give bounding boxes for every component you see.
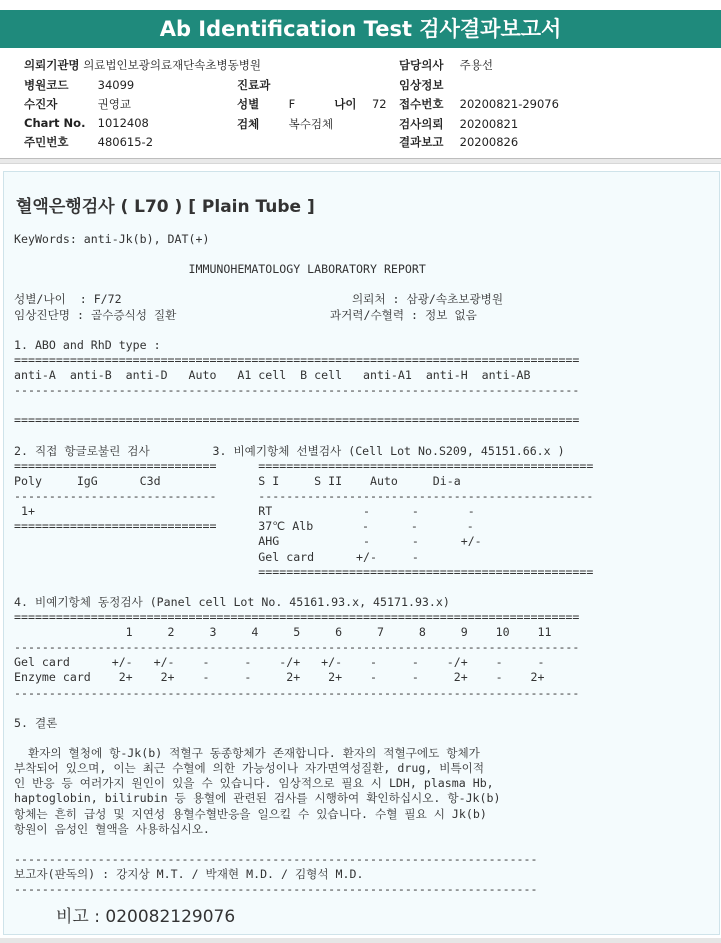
report-title-banner: Ab Identification Test 검사결과보고서 bbox=[0, 10, 721, 48]
section-title: 혈액은행검사 ( L70 ) [ Plain Tube ] bbox=[16, 197, 315, 217]
patient-value: 권영교 bbox=[97, 97, 131, 111]
patient-label: 수진자 bbox=[24, 97, 58, 111]
report-line: --------------------------------------------------------------------------------- bbox=[14, 685, 580, 700]
bottom-bar bbox=[0, 938, 721, 943]
institution-value: 의료법인보광의료재단속초병동병원 bbox=[83, 58, 261, 72]
specimen-row bbox=[237, 116, 333, 132]
chart-value: 1012408 bbox=[97, 116, 149, 130]
report-line: ================================================ bbox=[14, 564, 594, 579]
chart-label: Chart No. bbox=[24, 116, 86, 130]
report-date-value: 20200826 bbox=[459, 135, 519, 149]
institution-label: 의뢰기관명 bbox=[24, 58, 80, 72]
sex-label: 성별 bbox=[237, 97, 260, 111]
report-line: Gel card +/- +/- - - -/+ +/- - - -/+ - - bbox=[14, 655, 545, 670]
sex-value: F bbox=[288, 97, 296, 111]
age-value: 72 bbox=[371, 97, 387, 111]
clinical-row bbox=[399, 77, 460, 93]
report-date-label: 결과보고 bbox=[399, 135, 444, 149]
receipt-label: 접수번호 bbox=[399, 97, 444, 111]
patient-row bbox=[24, 96, 131, 112]
dept-row bbox=[237, 77, 274, 93]
report-line: Enzyme card 2+ 2+ - - 2+ 2+ - - 2+ - 2+ bbox=[14, 670, 545, 685]
report-line: 항원이 음성인 혈액을 사용하십시오. bbox=[14, 821, 210, 836]
resident-value: 480615-2 bbox=[97, 135, 154, 149]
report-line: 1. ABO and RhD type : bbox=[14, 337, 161, 352]
report-line: AHG - - +/- bbox=[14, 534, 482, 549]
report-line: 2. 직접 항글로불린 검사 3. 비예기항체 선별검사 (Cell Lot No.S209, 45151.66.x ) bbox=[14, 443, 565, 458]
report-line: anti-A anti-B anti-D Auto A1 cell B cell anti-A1 anti-H anti-AB bbox=[14, 368, 531, 383]
report-line: haptoglobin, bilirubin 등 용혈에 관련된 검사를 시행하여 확인하십시오. 항-Jk(b) bbox=[14, 791, 501, 806]
report-line: 보고자(판독의) : 강지상 M.T. / 박재현 M.D. / 김형석 M.D. bbox=[14, 867, 364, 882]
report-line: --------------------------------------------------------------------------------- bbox=[14, 383, 580, 398]
hospital-code-row bbox=[24, 77, 134, 93]
hospital-code-label: 병원코드 bbox=[24, 78, 69, 92]
chart-row bbox=[24, 116, 149, 130]
request-value: 20200821 bbox=[459, 117, 519, 131]
report-line: 인 반응 등 여러가지 원인이 있을 수 있습니다. 임상적으로 필요 시 LDH, plasma Hb, bbox=[14, 776, 494, 791]
resident-row bbox=[24, 134, 153, 150]
report-line: 임상진단명 : 골수증식성 질환 과거력/수혈력 : 정보 없음 bbox=[14, 307, 477, 322]
report-line: ================================================================================= bbox=[14, 413, 580, 428]
specimen-label: 검체 bbox=[237, 117, 260, 131]
report-line: 환자의 혈청에 항-Jk(b) 적혈구 동종항체가 존재합니다. 환자의 적혈구에도 항체가 bbox=[14, 746, 480, 761]
report-line: ============================= 37℃ Alb - - - bbox=[14, 519, 474, 534]
institution-row bbox=[24, 57, 261, 73]
report-line: 1+ RT - - - bbox=[14, 504, 475, 519]
report-line: 5. 결론 bbox=[14, 715, 58, 730]
report-line: Gel card +/- - bbox=[14, 549, 419, 564]
specimen-value: 복수검체 bbox=[288, 117, 334, 131]
report-line: --------------------------------------------------------------------------- bbox=[14, 851, 538, 866]
doctor-value: 주용선 bbox=[459, 58, 493, 72]
report-line: 항체는 흔히 급성 및 지연성 용혈수혈반응을 일으킬 수 있습니다. 수혈 필요 시 Jk(b) bbox=[14, 806, 487, 821]
header-separator bbox=[0, 158, 721, 164]
report-line: ----------------------------- ------------------------------------------------ bbox=[14, 489, 594, 504]
report-line: KeyWords: anti-Jk(b), DAT(+) bbox=[14, 232, 210, 246]
report-date-row bbox=[399, 134, 518, 150]
report-line: IMMUNOHEMATOLOGY LABORATORY REPORT bbox=[14, 262, 426, 277]
request-label: 검사의뢰 bbox=[399, 117, 444, 131]
report-line: 부착되어 있으며, 이는 최근 수혈에 의한 가능성이나 자가면역성질환, drug, 비특이적 bbox=[14, 761, 485, 776]
report-line: ================================================================================= bbox=[14, 610, 580, 624]
sex-row bbox=[237, 96, 387, 112]
doctor-row bbox=[399, 57, 493, 73]
report-line: 1 2 3 4 5 6 7 8 9 10 11 bbox=[14, 625, 552, 640]
receipt-row bbox=[399, 96, 559, 112]
report-line: 4. 비예기항체 동정검사 (Panel cell Lot No. 45161.93.x, 45171.93.x) bbox=[14, 594, 450, 609]
report-line: Poly IgG C3d S I S II Auto Di-a bbox=[14, 473, 461, 488]
report-line: 성별/나이 : F/72 의뢰처 : 삼광/속초보광병원 bbox=[14, 292, 504, 307]
age-label: 나이 bbox=[334, 97, 357, 111]
resident-label: 주민번호 bbox=[24, 135, 69, 149]
request-row bbox=[399, 116, 518, 132]
clinical-label: 임상정보 bbox=[399, 78, 444, 92]
receipt-value: 20200821-29076 bbox=[459, 97, 559, 111]
dept-label: 진료과 bbox=[237, 78, 271, 92]
report-line: --------------------------------------------------------------------------------- bbox=[14, 640, 580, 655]
report-line: ================================================================================= bbox=[14, 352, 580, 367]
doctor-label: 담당의사 bbox=[399, 58, 444, 72]
report-line: --------------------------------------------------------------------------- bbox=[14, 882, 538, 897]
report-line: ============================= ================================================ bbox=[14, 458, 594, 473]
hospital-code-value: 34099 bbox=[97, 78, 135, 92]
memo: 비고 : 020082129076 bbox=[56, 907, 236, 927]
